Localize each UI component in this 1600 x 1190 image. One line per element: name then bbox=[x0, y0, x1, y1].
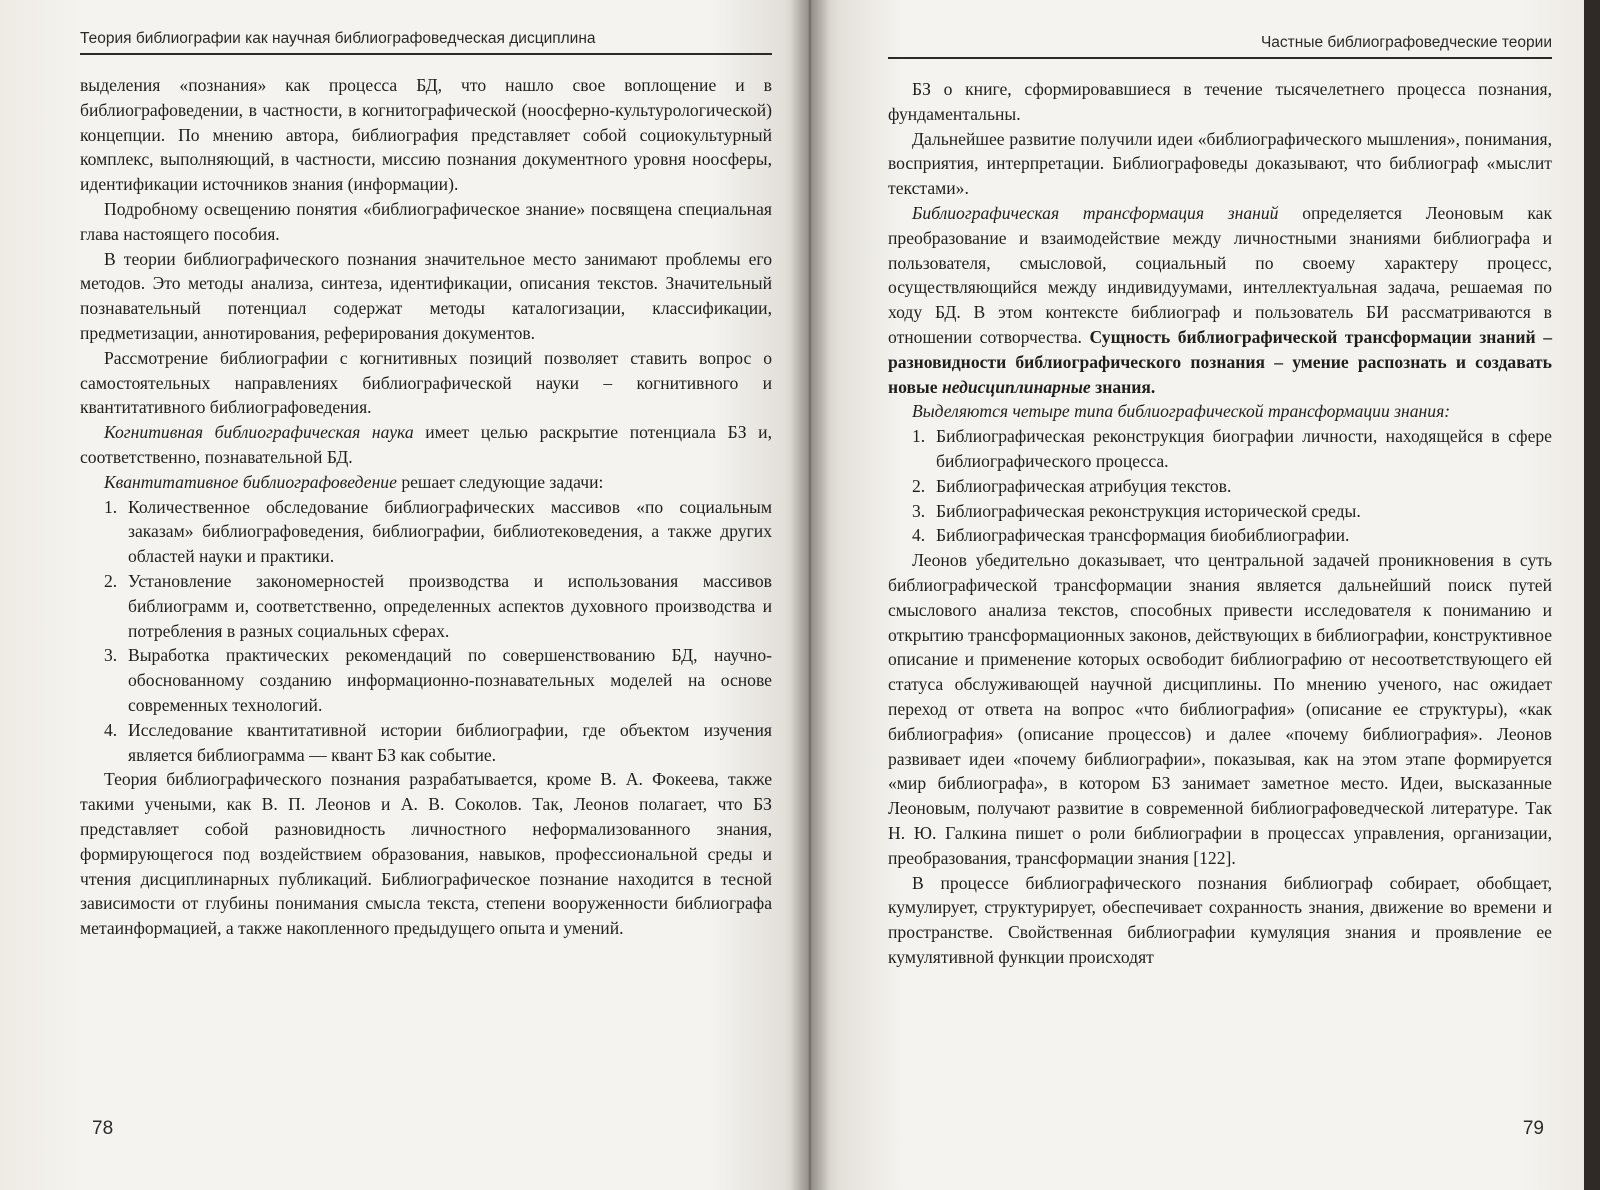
running-head-right: Частные библиографоведческие теории bbox=[888, 34, 1552, 59]
list-item bbox=[912, 499, 1552, 524]
list-number: 3. bbox=[912, 500, 926, 521]
list-number: 3. bbox=[104, 645, 118, 666]
list-item bbox=[912, 523, 1552, 548]
list-item bbox=[912, 474, 1552, 499]
list-item bbox=[104, 495, 772, 569]
list-item bbox=[912, 424, 1552, 474]
paragraph: Леонов убедительно доказывает, что центральной задачей проникновения в суть библиографической трансформации знания является дальнейший поиск путей смыслового анализа текстов, способных привести исследователя к пониманию и открытию трансформационных законов, действующих в библиографии, конструктивное описание и применение которых освободит библиографию от несоответствующего ей статуса обслуживающей научной дисциплины. По мнению ученого, нас ожидает переход от ответа на вопрос «что библиография» (описание ее структуры), «как библиография» (описание процессов) и далее «почему библиография». Леонов развивает идеи «почему библиографии», показывая, как на этом этапе формируется «мир библиографа», в котором БЗ занимает заметное место. Идеи, высказанные Леоновым, получают развитие в современной библиографоведческой литературе. Так Н. Ю. Галкина пишет о роли библиографии в процессах управления, организации, преобразования, трансформации знания [122]. bbox=[888, 550, 1552, 868]
list-number: 2. bbox=[104, 570, 118, 591]
list-item bbox=[104, 718, 772, 768]
paragraph bbox=[80, 470, 772, 495]
numbered-list bbox=[888, 424, 1552, 548]
list-item-text: Библиографическая трансформация биобиблиографии. bbox=[936, 525, 1350, 546]
list-number: 4. bbox=[912, 525, 926, 546]
list-number: 1. bbox=[912, 426, 926, 447]
paragraph: Дальнейшее развитие получили идеи «библиографического мышления», понимания, восприятия, интерпретации. Библиографоведы доказывают, что библиограф «мыслит текстами». bbox=[888, 128, 1552, 199]
paragraph: Теория библиографического познания разрабатывается, кроме В. А. Фокеева, также такими учеными, как В. П. Леонов и А. В. Соколов. Так, Леонов полагает, что БЗ представляет собой разновидность личностного неформализованного знания, формирующегося под воздействием образования, навыков, профессиональной среды и чтения дисциплинарных публикаций. Библиографическое познание находится в тесной зависимости от глубины понимания смысла текста, степени вооруженности библиографа метаинформацией, а также накопленного предыдущего опыта и умений. bbox=[80, 769, 772, 939]
bold-statement: Сущность библиографической трансформации знаний – разновидности библиографического познания – умение распознать и создавать новые bbox=[888, 326, 1552, 397]
paragraph: БЗ о книге, сформировавшиеся в течение тысячелетнего процесса познания, фундаментальны. bbox=[888, 79, 1552, 124]
background-edge bbox=[1584, 0, 1600, 1190]
running-head-left: Теория библиографии как научная библиографоведческая дисциплина bbox=[80, 30, 772, 55]
right-page-body bbox=[888, 77, 1552, 970]
bold-italic-term: недисциплинарные bbox=[941, 376, 1091, 397]
book-gutter bbox=[790, 0, 830, 1190]
list-intro-italic: Выделяются четыре типа библиографической трансформации знания: bbox=[912, 401, 1451, 422]
list-item-text: Установление закономерностей производства и использования массивов библиограмм и, соответственно, определенных аспектов духовного производства и потребления в разных социальных сферах. bbox=[128, 570, 772, 641]
right-page bbox=[808, 0, 1600, 1190]
list-number: 1. bbox=[104, 496, 118, 517]
term-italic: Библиографическая трансформация знаний bbox=[912, 202, 1279, 223]
left-page-body bbox=[80, 73, 772, 941]
list-item-text: Библиографическая атрибуция текстов. bbox=[936, 475, 1232, 496]
list-item-text: Библиографическая реконструкция исторической среды. bbox=[936, 500, 1361, 521]
paragraph: Рассмотрение библиографии с когнитивных позиций позволяет ставить вопрос о самостоятельных направлениях библиографической науки – когнитивного и квантитативного библиографоведения. bbox=[80, 347, 772, 418]
paragraph: выделения «познания» как процесса БД, что нашло свое воплощение и в библиографоведении, в частности, в когнитографической (ноосферно-культурологической) концепции. По мнению автора, библиография представляет собой социокультурный комплекс, выполняющий, в частности, миссию познания документного уровня ноосферы, идентификации источников знания (информации). bbox=[80, 75, 772, 195]
paragraph bbox=[80, 420, 772, 470]
paragraph-text: решает следующие задачи: bbox=[396, 471, 604, 492]
list-number: 2. bbox=[912, 475, 926, 496]
list-item bbox=[104, 569, 772, 643]
list-item bbox=[104, 643, 772, 717]
paragraph-text: имеет целью раскрытие потенциала БЗ и, соответственно, познавательной БД. bbox=[80, 422, 772, 467]
paragraph: В теории библиографического познания значительное место занимают проблемы его методов. Это методы анализа, синтеза, идентификации, описания текстов. Значительный познавательный потенциал содержат методы каталогизации, классификации, предметизации, аннотирования, реферирования документов. bbox=[80, 248, 772, 343]
paragraph bbox=[888, 399, 1552, 424]
page-number-right: 79 bbox=[1522, 1118, 1544, 1139]
list-item-text: Исследование квантитативной истории библиографии, где объектом изучения является библиограмма — квант БЗ как событие. bbox=[128, 719, 772, 765]
paragraph: Подробному освещению понятия «библиографическое знание» посвящена специальная глава настоящего пособия. bbox=[80, 198, 772, 244]
list-item-text: Выработка практических рекомендаций по совершенствованию БД, научно-обоснованному созданию информационно-познавательных моделей на основе современных технологий. bbox=[128, 645, 772, 715]
list-item-text: Библиографическая реконструкция биографии личности, находящейся в сфере библиографического процесса. bbox=[936, 426, 1552, 471]
numbered-list bbox=[80, 495, 772, 768]
paragraph bbox=[888, 201, 1552, 399]
list-number: 4. bbox=[104, 719, 118, 740]
bold-statement-end: знания. bbox=[1090, 376, 1156, 397]
page-number-left: 78 bbox=[92, 1118, 114, 1139]
term-italic: Когнитивная библиографическая наука bbox=[104, 422, 414, 443]
paragraph-text: определяется Леоновым как преобразование и взаимодействие между личностными знаниями библиографа и пользователя, смысловой, социальный по своему характеру процесс, осуществляющийся между индивидуумами, интеллектуальная задача, решаемая по ходу БД. В этом контексте библиограф и пользователь БИ рассматриваются в отношении сотворчества. bbox=[888, 202, 1552, 347]
paragraph: В процессе библиографического познания библиограф собирает, обобщает, кумулирует, структурирует, обеспечивает сохранность знания, движение во времени и пространстве. Свойственная библиографии кумуляция знания и проявление ее кумулятивной функции происходят bbox=[888, 872, 1552, 967]
list-item-text: Количественное обследование библиографических массивов «по социальным заказам» библиографоведения, библиографии, библиотековедения, а также других областей науки и практики. bbox=[128, 496, 772, 567]
term-italic: Квантитативное библиографоведение bbox=[104, 471, 397, 492]
